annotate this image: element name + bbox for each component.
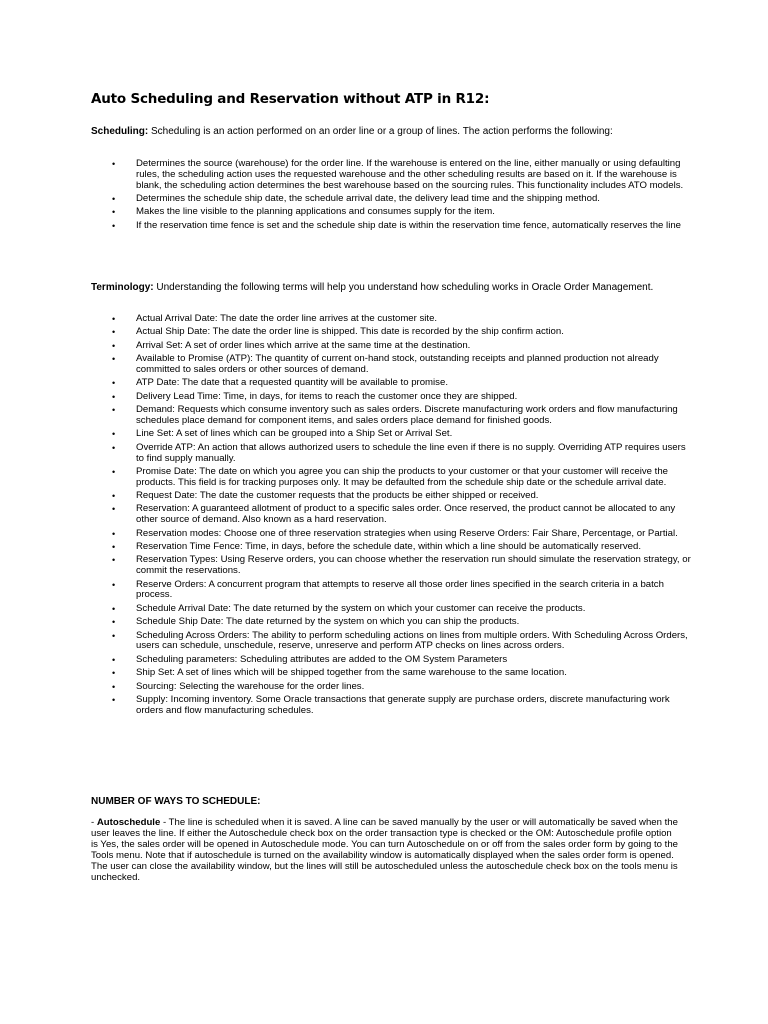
list-item: • Available to Promise (ATP): The quantity of current on-hand stock, outstanding receipts and planned production not already committed to sales orders or other sources of demand. (112, 353, 659, 375)
bullet-icon: • (112, 630, 116, 641)
list-item: • Schedule Arrival Date: The date returned by the system on which your customer can receive the products. (112, 602, 586, 614)
scheduling-list (91, 159, 691, 234)
bullet-icon: • (112, 220, 116, 231)
bullet-icon: • (112, 442, 116, 453)
list-item: • Schedule Ship Date: The date returned by the system on which you can ship the products. (112, 616, 520, 628)
bullet-icon: • (112, 314, 116, 324)
list-item: • Determines the source (warehouse) for the order line. If the warehouse is entered on the line, either manually or using defaulting rules, the scheduling action uses the requested warehouse and the other scheduling results are based on it. If the warehouse is blank, the scheduling action determines the best warehouse based on the sourcing rules. This functionality includes ATO models. (112, 158, 684, 191)
list-item: • Reservation Types: Using Reserve orders, you can choose whether the reservation run should simulate the reservation strategy, or commit the reservations. (112, 554, 691, 577)
list-item: • Delivery Lead Time: Time, in days, for items to reach the customer once they are shipped. (112, 390, 518, 402)
bullet-icon: • (112, 193, 116, 204)
bullet-icon: • (112, 378, 116, 389)
terminology-text: Understanding the following terms will help you understand how scheduling works in Oracle Order Management. (153, 282, 654, 293)
list-item: • Ship Set: A set of lines which will be shipped together from the same warehouse to the same location. (112, 667, 567, 679)
section-heading: NUMBER OF WAYS TO SCHEDULE: (91, 796, 261, 807)
list-item: • Reservation Time Fence: Time, in days, before the schedule date, within which a line should be automatically reserved. (112, 541, 642, 553)
scheduling-intro (91, 126, 691, 138)
list-item: • If the reservation time fence is set and the schedule ship date is within the reservation time fence, automatically reserves the line (112, 219, 681, 231)
bullet-icon: • (112, 694, 116, 705)
list-item: • Scheduling Across Orders: The ability to perform scheduling actions on lines from multiple orders. With Scheduling Across Orders, users can schedule, unschedule, reserve, unreserve and perform ATP checks on lines across orders. (112, 629, 688, 652)
scheduling-text: Scheduling is an action performed on an order line or a group of lines. The action performs the following: (148, 126, 613, 137)
bullet-icon: • (112, 668, 116, 679)
autoschedule-paragraph: - Autoschedule - The line is scheduled when it is saved. A line can be saved manually by the user or will automatically be saved when the user leaves the line. If either the Autoschedule check box on the order transaction type is checked or the OM: Autoschedule profile option is Yes, the sales order will be opened in Autoschedule mode. You can turn Autoschedule on or off from the sales order form by going to the Tools menu. Note that if autoschedule is turned on the availability window is automatically displayed when the sales order form is opened. The user can close the availability window, but the lines will still be autoscheduled unless the autoschedule check box on the tools menu is unchecked. (91, 817, 679, 883)
bullet-icon: • (112, 617, 116, 628)
list-item: • Override ATP: An action that allows authorized users to schedule the line even if there is no supply. Overriding ATP requires users to find supply manually. (112, 441, 686, 464)
list-item: • Actual Ship Date: The date the order line is shipped. This date is recorded by the ship confirm action. (112, 326, 564, 338)
bullet-icon: • (112, 466, 116, 477)
bullet-icon: • (112, 354, 116, 365)
list-item: • Reservation: A guaranteed allotment of product to a specific sales order. Once reserved, the product cannot be allocated to any other source of demand. Also known as a hard reservation. (112, 503, 676, 526)
terminology-list (91, 314, 691, 719)
autoschedule-text: - The line is scheduled when it is saved. A line can be saved manually by the user or will automatically be saved when the user leaves the line. If either the Autoschedule check box on the order transaction type is checked or the OM: Autoschedule profile option is Yes, the sales order will be opened in Autoschedule mode. You can turn Autoschedule on or off from the sales order form by going to the Tools menu. Note that if autoschedule is turned on the availability window is automatically displayed when the sales order form is opened. The user can close the availability window, but the lines will still be autoscheduled unless the autoschedule check box on the tools menu is unchecked. (91, 817, 679, 883)
list-item: • Determines the schedule ship date, the schedule arrival date, the delivery lead time and the shipping method. (112, 192, 600, 204)
document-title: Auto Scheduling and Reservation without ATP in R12: (91, 91, 490, 107)
bullet-icon: • (112, 555, 116, 566)
list-item: • Arrival Set: A set of order lines which arrive at the same time at the destination. (112, 339, 471, 351)
list-item: • Scheduling parameters: Scheduling attributes are added to the OM System Parameters (112, 653, 508, 665)
bullet-icon: • (112, 159, 116, 169)
bullet-icon: • (112, 681, 116, 692)
bullet-icon: • (112, 654, 116, 665)
bullet-icon: • (112, 603, 116, 614)
bullet-icon: • (112, 429, 116, 440)
list-item: • Request Date: The date the customer requests that the products be either shipped or received. (112, 490, 539, 502)
list-item: • Promise Date: The date on which you agree you can ship the products to your customer or that your customer will receive the products. This field is for tracking purposes only. It may be defaulted from the schedule ship date or the schedule arrival date. (112, 465, 669, 488)
bullet-icon: • (112, 579, 116, 590)
list-item: • Line Set: A set of lines which can be grouped into a Ship Set or Arrival Set. (112, 428, 453, 440)
list-item: • Sourcing: Selecting the warehouse for the order lines. (112, 680, 365, 692)
autoschedule-label: Autoschedule (96, 817, 161, 828)
list-item: • Reserve Orders: A concurrent program that attempts to reserve all those order lines specified in the search criteria in a batch process. (112, 578, 664, 601)
bullet-icon: • (112, 491, 116, 502)
scheduling-label: Scheduling: (91, 126, 149, 137)
bullet-icon: • (112, 207, 116, 218)
list-item: • Actual Arrival Date: The date the order line arrives at the customer site. (112, 313, 438, 324)
list-item: • Makes the line visible to the planning applications and consumes supply for the item. (112, 206, 495, 218)
bullet-icon: • (112, 340, 116, 351)
list-item: • Reservation modes: Choose one of three reservation strategies when using Reserve Orders: Fair Share, Percentage, or Partial. (112, 527, 678, 539)
list-item: • Demand: Requests which consume inventory such as sales orders. Discrete manufacturing work orders and flow manufacturing schedules place demand for component items, and sales orders place demand for finished goods. (112, 404, 678, 426)
bullet-icon: • (112, 391, 116, 402)
bullet-icon: • (112, 327, 116, 338)
bullet-icon: • (112, 405, 116, 416)
terminology-label: Terminology: (91, 282, 154, 293)
terminology-intro (91, 282, 691, 294)
bullet-icon: • (112, 504, 116, 515)
bullet-icon: • (112, 542, 116, 553)
list-item: • Supply: Incoming inventory. Some Oracle transactions that generate supply are purchase orders, discrete manufacturing work orders and flow manufacturing schedules. (112, 693, 670, 716)
list-item: • ATP Date: The date that a requested quantity will be available to promise. (112, 377, 448, 389)
bullet-icon: • (112, 528, 116, 539)
